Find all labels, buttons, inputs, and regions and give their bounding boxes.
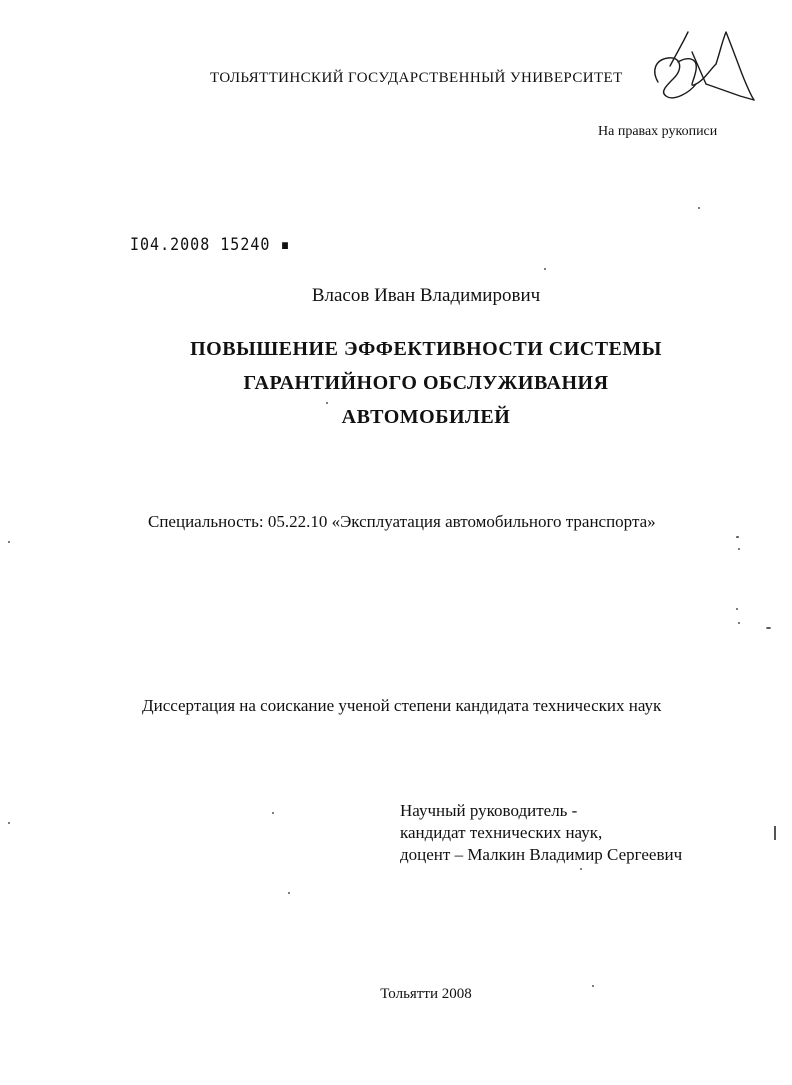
author-name: Власов Иван Владимирович	[311, 285, 541, 306]
supervisor-line-1: Научный руководитель -	[400, 801, 578, 820]
title-line-1: ПОВЫШЕНИЕ ЭФФЕКТИВНОСТИ СИСТЕМЫ	[190, 338, 662, 360]
specialty-line: Специальность: 05.22.10 «Эксплуатация автомобильного транспорта»	[148, 512, 656, 531]
stamp-prefix-mark: Ι	[130, 234, 141, 255]
scan-speck	[736, 536, 739, 538]
scan-speck	[766, 627, 771, 629]
scan-speck	[288, 892, 290, 894]
city-and-year: Тольятти 2008	[380, 986, 472, 1002]
scan-speck	[272, 812, 274, 814]
dissertation-title	[60, 332, 792, 434]
supervisor-line-3: доцент – Малкин Владимир Сергеевич	[400, 845, 683, 864]
scan-speck	[8, 822, 10, 824]
title-line-3: АВТОМОБИЛЕЙ	[341, 406, 511, 428]
stamp-suffix-mark: ▪	[270, 234, 291, 255]
university-name: ТОЛЬЯТТИНСКИЙ ГОСУДАРСТВЕННЫЙ УНИВЕРСИТЕТ	[210, 70, 623, 86]
scan-speck	[774, 826, 776, 840]
scan-speck	[326, 402, 328, 404]
registration-stamp	[130, 234, 291, 255]
scan-speck	[698, 207, 700, 209]
degree-statement: Диссертация на соискание ученой степени кандидата технических наук	[142, 696, 662, 715]
title-line-2: ГАРАНТИЙНОГО ОБСЛУЖИВАНИЯ	[243, 372, 609, 394]
manuscript-rights-note: На правах рукописи	[598, 124, 718, 139]
handwritten-signature	[644, 22, 756, 110]
scan-speck	[544, 268, 546, 270]
supervisor-line-2: кандидат технических наук,	[400, 823, 603, 842]
scan-speck	[580, 868, 582, 870]
scan-speck	[738, 548, 740, 550]
supervisor-block	[400, 800, 682, 866]
scan-speck	[8, 541, 10, 543]
scan-speck	[738, 622, 740, 624]
registration-number: 04.2008 15240	[140, 234, 271, 255]
scan-speck	[592, 985, 594, 987]
scan-speck	[736, 608, 738, 610]
